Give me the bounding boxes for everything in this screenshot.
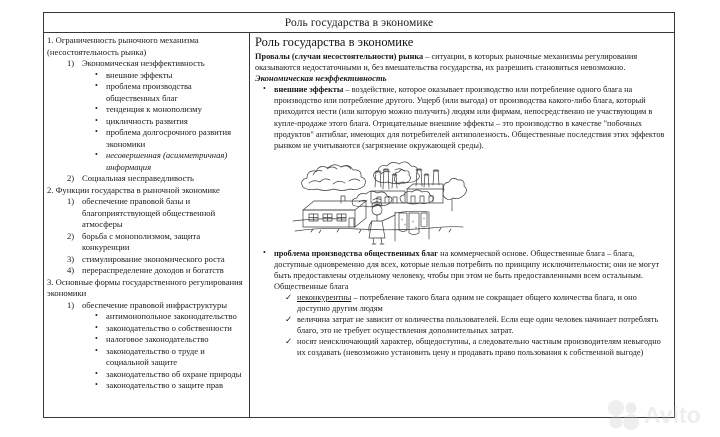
check-item bbox=[285, 292, 669, 314]
outline-bullet bbox=[95, 346, 246, 369]
outline-section-heading bbox=[47, 185, 246, 197]
outline-bullet bbox=[95, 150, 246, 173]
outline-section-text: Ограниченность рыночного механизма (несостоятельность рынка) bbox=[47, 35, 199, 57]
outline-section-text: Функции государства в рыночной экономике bbox=[55, 184, 220, 195]
check-item bbox=[285, 336, 669, 358]
subheading-economic-inefficiency: Экономическая неэффективность bbox=[255, 72, 387, 83]
outline-bullet-text: тенденция к монополизму bbox=[106, 104, 202, 115]
content-column bbox=[250, 33, 674, 417]
outline-section-number: 2. bbox=[47, 184, 54, 195]
outline-bullet-text: законодательство о труде и социальной защите bbox=[106, 345, 205, 368]
bullet-icon: • bbox=[95, 345, 98, 355]
outline-bullet bbox=[95, 380, 246, 392]
check-icon: ✓ bbox=[285, 335, 293, 346]
externalities-term: внешние эффекты bbox=[274, 85, 344, 95]
outline-bullet-text: проблема производства общественных благ bbox=[106, 81, 192, 103]
outline-subitem bbox=[67, 173, 246, 185]
table-title: Роль государства в экономике bbox=[284, 16, 434, 29]
bullet-icon: • bbox=[95, 115, 98, 125]
bullet-icon: • bbox=[263, 84, 266, 94]
outline-bullet bbox=[95, 104, 246, 116]
outline-section bbox=[47, 35, 246, 58]
outline-section-number: 3. bbox=[47, 276, 54, 287]
bullet-icon: • bbox=[95, 69, 98, 79]
table-body-row bbox=[44, 33, 674, 417]
outline-bullet-text: законодательство о защите прав bbox=[106, 380, 224, 391]
outline-subitem-marker: 3) bbox=[67, 253, 75, 264]
factory-pollution-illustration bbox=[289, 153, 469, 245]
outline-bullet bbox=[95, 127, 246, 150]
outline-bullet-text: несовершенная (асимметричная) информация bbox=[106, 150, 228, 172]
outline-subitem-marker: 2) bbox=[67, 173, 75, 184]
bullet-icon: • bbox=[95, 81, 98, 91]
outline-bullet bbox=[95, 116, 246, 128]
outline-bullet-text: цикличность развития bbox=[106, 115, 188, 126]
outline-section bbox=[47, 277, 246, 300]
bullet-externalities bbox=[263, 84, 669, 150]
lesson-table bbox=[43, 12, 675, 418]
outline-subitem-text: Социальная несправедливость bbox=[82, 173, 194, 184]
check-icon: ✓ bbox=[285, 313, 293, 324]
public-goods-definition: на коммерческой основе. Общественные блага – блага, доступные одновременно для всех, которые нельзя потребить по принципу исключительности; они не могут быть предоставлены отдельному человеку, чтобы при этом не быть предоставленными всем остальным. Общественные блага bbox=[274, 248, 660, 291]
outline-bullet-text: проблема долгосрочного развития экономики bbox=[106, 127, 232, 149]
check-term: неконкурентны bbox=[297, 292, 352, 302]
externalities-definition: – воздействие, которое оказывает производство или потребление одного блага на производство или потребление другого. Ущерб (или выгода) от производства какого-либо блага, который приходится нести (или которую можно получить) людям или фирмам, непосредственно не участвующим в купле-продаже этого блага. Отрицательные внешние эффекты – это производство в качестве "побочных продуктов" антиблаг, имеющих для потребителей антиполезность. Общественные последствия этих эффектов рынком не учитываются (загрязнение окружающей среды). bbox=[274, 85, 665, 150]
check-text: величина затрат не зависит от количества пользователей. Если еще один человек начинает потреблять благо, это не требует осуществления дополнительных затрат. bbox=[297, 314, 659, 335]
outline-subitem-text: стимулирование экономического роста bbox=[82, 253, 225, 264]
check-icon: ✓ bbox=[285, 291, 293, 302]
outline-bullet-text: законодательство о собственности bbox=[106, 322, 232, 333]
outline-bullet bbox=[95, 81, 246, 104]
outline-subitem bbox=[67, 300, 246, 312]
avito-wordmark: Avito bbox=[644, 402, 701, 428]
outline-section-heading bbox=[47, 277, 246, 300]
outline-subitem-text: обеспечение правовой базы и благоприятствующей общественной атмосферы bbox=[82, 196, 216, 230]
outline-subitem bbox=[67, 254, 246, 266]
bullet-icon: • bbox=[95, 380, 98, 390]
bullet-icon: • bbox=[95, 150, 98, 160]
outline-section-heading bbox=[47, 35, 246, 58]
outline-subitem-marker: 1) bbox=[67, 58, 75, 69]
outline-subitem-text: борьба с монополизмом, защита конкуренции bbox=[82, 230, 201, 253]
check-text: носят неисключающий характер, общедоступны, а следовательно частным производителям невыгодно их создавать (невозможно установить цену и продавать право пользования к собственной выгоде) bbox=[297, 336, 661, 357]
outline-subitem bbox=[67, 265, 246, 277]
outline-subitem bbox=[67, 231, 246, 254]
outline-subitem-marker: 1) bbox=[67, 299, 75, 310]
outline-bullet bbox=[95, 311, 246, 323]
bullet-icon: • bbox=[95, 368, 98, 378]
intro-paragraph bbox=[255, 51, 669, 73]
outline-bullet-text: внешние эффекты bbox=[106, 69, 173, 80]
bullet-icon: • bbox=[95, 104, 98, 114]
outline-section bbox=[47, 185, 246, 197]
bullet-icon: • bbox=[95, 334, 98, 344]
bullet-icon: • bbox=[95, 322, 98, 332]
outline-bullet-text: законодательство об охране природы bbox=[106, 368, 242, 379]
outline-bullet bbox=[95, 70, 246, 82]
intro-term: Провалы (случаи несостоятельности) рынка bbox=[255, 51, 424, 61]
outline-subitem-text: Экономическая неэффективность bbox=[82, 58, 205, 69]
outline-subitem bbox=[67, 58, 246, 70]
outline-list bbox=[47, 35, 246, 392]
check-text: – потребление такого блага одним не сокращает общего количества блага, и оно доступно другим людям bbox=[297, 292, 637, 313]
bullet-public-goods bbox=[263, 248, 669, 292]
outline-bullet bbox=[95, 323, 246, 335]
check-item bbox=[285, 314, 669, 336]
outline-bullet bbox=[95, 369, 246, 381]
outline-column bbox=[44, 33, 250, 417]
bullet-icon: • bbox=[263, 247, 266, 257]
content-heading: Роль государства в экономике bbox=[255, 35, 414, 49]
bullet-icon: • bbox=[95, 127, 98, 137]
outline-subitem-text: перераспределение доходов и богатств bbox=[82, 265, 224, 276]
public-goods-term: проблема производства общественных благ bbox=[274, 248, 439, 258]
outline-bullet-text: антимонопольное законодательство bbox=[106, 311, 237, 322]
table-title-row bbox=[44, 13, 674, 33]
outline-subitem-text: обеспечение правовой инфраструктуры bbox=[82, 299, 228, 310]
outline-section-number: 1. bbox=[47, 35, 54, 45]
outline-bullet-text: налоговое законодательство bbox=[106, 334, 209, 345]
outline-subitem-marker: 1) bbox=[67, 196, 75, 207]
outline-subitem bbox=[67, 196, 246, 231]
outline-subitem-marker: 4) bbox=[67, 265, 75, 276]
outline-section-text: Основные формы государственного регулирования экономики bbox=[47, 276, 243, 299]
outline-bullet bbox=[95, 334, 246, 346]
intro-definition: – ситуации, в которых рыночные механизмы регулирования оказываются недостаточными и, без вмешательства государства, их разрешить становиться невозможно. bbox=[255, 51, 638, 72]
bullet-icon: • bbox=[95, 311, 98, 321]
outline-subitem-marker: 2) bbox=[67, 230, 75, 241]
